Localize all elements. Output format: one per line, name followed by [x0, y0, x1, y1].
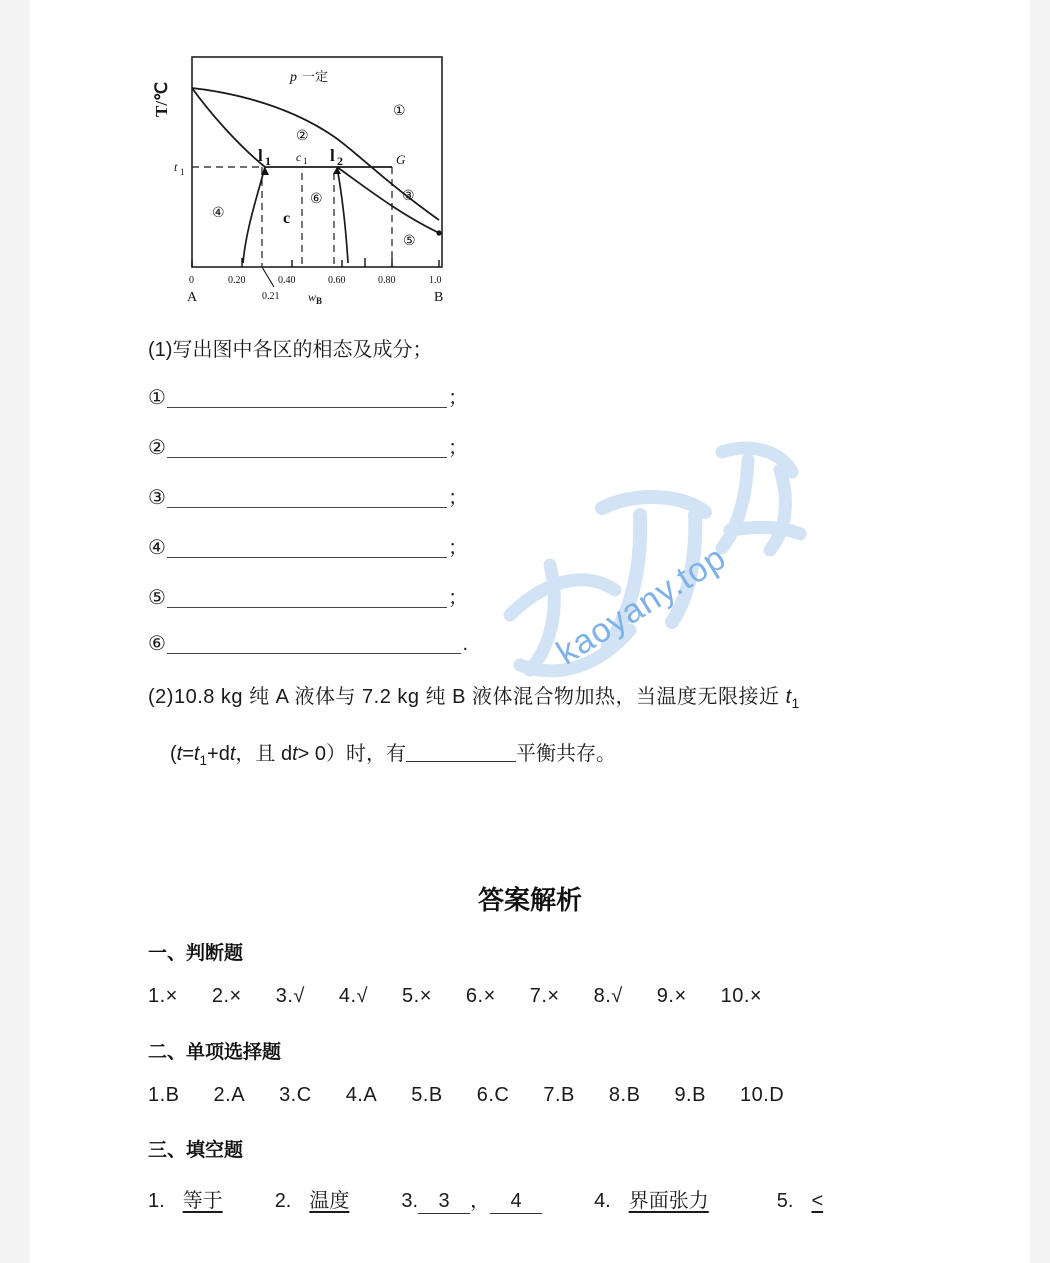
answer-blank-row-2[interactable]: [148, 438, 468, 458]
y-tick-t1: t: [174, 160, 178, 174]
point-label-l2-sub: 2: [337, 154, 343, 168]
answers-section3-heading: 三、填空题: [148, 1140, 244, 1161]
judge-item-5: 5.×: [402, 985, 432, 1007]
blank-number-1: ①: [148, 387, 166, 409]
y-axis-label: T/℃: [152, 81, 171, 117]
blank-number-3: ③: [148, 487, 166, 509]
judge-item-8: 8.√: [593, 985, 623, 1007]
blank-number-6: ⑥: [148, 633, 166, 655]
q2l2-dt: t: [229, 743, 236, 765]
point-label-l1-sub: 1: [265, 154, 271, 168]
fill-item-3-num: 3.: [401, 1190, 419, 1212]
q2l2-plus-d: +d: [207, 743, 230, 765]
answer-blank-row-4[interactable]: [148, 538, 468, 558]
blank-tail-1: ；: [448, 387, 468, 409]
answer-blank-row-6[interactable]: [148, 634, 468, 654]
point-label-c1: c: [296, 150, 302, 164]
fill-item-2-num: 2.: [274, 1190, 292, 1212]
question2-inline-blank[interactable]: [406, 745, 516, 762]
blank-tail-5: ；: [448, 587, 468, 609]
q2l2-t1-sub: 1: [199, 753, 208, 768]
point-label-l1: l: [258, 146, 263, 165]
q2l2-eq: =: [182, 743, 194, 765]
fill-item-5-num: 5.: [776, 1190, 794, 1212]
blank-rule-2[interactable]: [167, 441, 447, 458]
q2l2-t: t: [176, 743, 183, 765]
region-label-6: ⑥: [310, 192, 323, 207]
blank-number-4: ④: [148, 537, 166, 559]
svg-text:0.60: 0.60: [328, 275, 346, 286]
region-label-2: ②: [296, 129, 309, 144]
x-axis-label-sub: B: [316, 296, 323, 306]
question2-line1-t-sub: 1: [791, 696, 800, 711]
judge-item-3: 3.√: [275, 985, 305, 1007]
point-label-c: c: [283, 210, 291, 227]
blank-tail-3: ；: [448, 487, 468, 509]
judge-item-6: 6.×: [465, 985, 496, 1007]
blank-tail-4: ；: [448, 537, 468, 559]
point-label-l2: l: [330, 146, 335, 165]
y-tick-t1-sub: 1: [180, 167, 185, 177]
answers-section2-heading: 二、单项选择题: [148, 1042, 282, 1063]
choice-item-2: 2.A: [213, 1084, 246, 1106]
blank-rule-1[interactable]: [167, 391, 447, 408]
pressure-condition-label-cn: 一定: [302, 69, 329, 84]
svg-text:0.20: 0.20: [228, 275, 246, 286]
region-label-4: ④: [212, 206, 225, 221]
question1-prompt: (1)写出图中各区的相态及成分；: [148, 339, 433, 361]
q2l2-cond: > 0）时，有: [297, 743, 407, 765]
judge-item-7: 7.×: [529, 985, 560, 1007]
svg-text:0.40: 0.40: [278, 275, 296, 286]
answer-blank-row-1[interactable]: [148, 388, 468, 408]
document-page: [30, 0, 1030, 1263]
q2l2-and: ，且 d: [235, 743, 293, 765]
fill-item-3-value2: 4: [490, 1190, 542, 1214]
choice-item-10: 10.D: [739, 1084, 785, 1106]
x-axis-label: w: [308, 290, 317, 304]
judge-item-9: 9.×: [656, 985, 687, 1007]
blank-rule-6[interactable]: [167, 637, 462, 654]
choice-item-9: 9.B: [674, 1084, 706, 1106]
watermark-url: kaoyany.top: [550, 538, 733, 673]
judge-item-4: 4.√: [338, 985, 369, 1007]
choice-item-7: 7.B: [543, 1084, 575, 1106]
blank-tail-2: ；: [448, 437, 468, 459]
blank-rule-5[interactable]: [167, 591, 447, 608]
fill-item-1-value: 等于: [182, 1190, 223, 1212]
choice-item-5: 5.B: [411, 1084, 443, 1106]
blank-rule-4[interactable]: [167, 541, 447, 558]
svg-text:0: 0: [189, 275, 194, 286]
choice-item-6: 6.C: [476, 1084, 510, 1106]
answers-section1-heading: 一、判断题: [148, 943, 244, 964]
answers-section1-items: [148, 985, 762, 1008]
point-label-c1-sub: 1: [303, 156, 308, 166]
region-label-1: ①: [393, 104, 406, 119]
answers-section2-items: [148, 1084, 784, 1107]
choice-item-8: 8.B: [608, 1084, 641, 1106]
q2l2-end: 平衡共存。: [516, 743, 617, 765]
question2-line1-text: (2)10.8 kg 纯 A 液体与 7.2 kg 纯 B 液体混合物加热，当温度无限接近: [148, 686, 786, 708]
fill-item-4-num: 4.: [594, 1190, 611, 1212]
answers-title: 答案解析: [477, 885, 582, 915]
choice-item-1: 1.B: [148, 1084, 180, 1106]
fill-item-1-num: 1.: [148, 1190, 165, 1212]
q2l2-open: (: [170, 743, 177, 765]
judge-item-1: 1.×: [148, 985, 178, 1007]
blank-number-5: ⑤: [148, 587, 166, 609]
pressure-condition-label: p: [290, 70, 297, 85]
fill-item-3-value1: 3: [418, 1190, 470, 1214]
answer-blank-row-5[interactable]: [148, 588, 468, 608]
region-label-5: ⑤: [403, 234, 416, 249]
annotation-021: 0.21: [262, 291, 280, 302]
question2-line2: [170, 737, 616, 768]
fill-item-4-value: 界面张力: [628, 1190, 709, 1212]
q2l2-t1: t: [193, 743, 200, 765]
endpoint-b-label: B: [434, 290, 444, 305]
question2-line1: [148, 680, 1028, 711]
blank-tail-6: .: [462, 633, 468, 655]
fill-item-5-value: <: [811, 1190, 824, 1212]
judge-item-2: 2.×: [211, 985, 242, 1007]
x-tick-labels: [189, 275, 442, 286]
choice-item-4: 4.A: [345, 1084, 378, 1106]
region-label-3: ③: [402, 189, 415, 204]
judge-item-10: 10.×: [720, 985, 763, 1007]
svg-text:0.80: 0.80: [378, 275, 396, 286]
fill-item-2-value: 温度: [309, 1190, 350, 1212]
q2l2-dt2: t: [292, 743, 298, 765]
page-content: [30, 0, 1030, 1263]
answer-blank-row-3[interactable]: [148, 488, 468, 508]
choice-item-3: 3.C: [279, 1084, 312, 1106]
answers-section3-items: [148, 1184, 823, 1214]
endpoint-a-label: A: [187, 290, 198, 305]
phase-diagram-figure: [150, 45, 470, 310]
svg-text:1.0: 1.0: [429, 275, 442, 286]
point-label-g: G: [396, 152, 406, 167]
fill-item-3-sep: ，: [470, 1190, 491, 1212]
blank-number-2: ②: [148, 437, 166, 459]
blank-rule-3[interactable]: [167, 491, 447, 508]
question2-line1-t: t: [785, 686, 792, 708]
